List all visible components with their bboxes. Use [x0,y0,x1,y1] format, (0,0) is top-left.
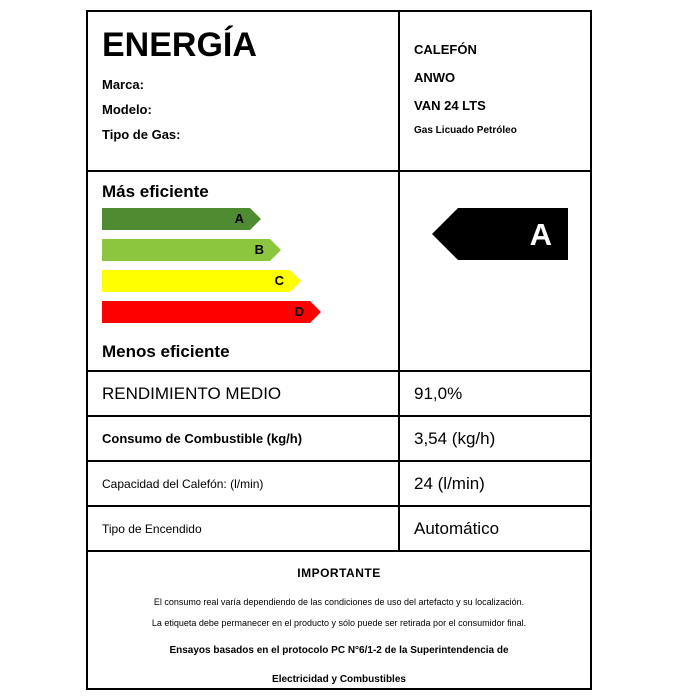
rating-panel [400,172,590,370]
spec-label: Tipo de Encendido [88,507,400,550]
product-gas-type-value: Gas Licuado Petróleo [414,125,517,136]
product-brand-value: ANWO [414,70,456,85]
spec-row-consumo [88,417,590,462]
spec-value: Automático [414,518,500,538]
rating-arrow-icon [458,208,568,260]
spec-value: 3,54 (kg/h) [414,428,496,448]
energy-label-card [86,10,592,690]
field-brand-label: Marca: [102,77,144,92]
header-right-panel [400,12,590,170]
efficiency-bar-d [102,301,310,323]
footer-title: IMPORTANTE [297,566,381,580]
most-efficient-label: Más eficiente [102,182,209,201]
spec-row-rendimiento [88,372,590,417]
efficiency-bar-letter-b: B [254,242,264,257]
field-model-label: Modelo: [102,102,152,117]
efficiency-bar-row [102,270,398,292]
efficiency-bar-b [102,239,270,261]
product-type-value: CALEFÓN [414,42,477,57]
rating-letter: A [529,216,552,252]
efficiency-bars [102,208,398,323]
header-left-panel [88,12,400,170]
efficiency-bar-letter-c: C [274,273,284,288]
efficiency-bar-row [102,208,398,230]
efficiency-bar-letter-a: A [234,211,244,226]
spec-value: 91,0% [414,383,463,403]
label-header [88,12,590,172]
efficiency-bar-a [102,208,250,230]
efficiency-scale-panel [88,172,400,370]
spec-label: Capacidad del Calefón: (l/min) [88,462,400,505]
spec-label: Consumo de Combustible (kg/h) [88,417,400,460]
spec-row-capacidad [88,462,590,507]
efficiency-bar-row [102,301,398,323]
efficiency-scale-section [88,172,590,372]
efficiency-bar-c [102,270,290,292]
footer-note-2: La etiqueta debe permanecer en el producto y sólo puede ser retirada por el consumidor final. [151,618,527,628]
field-gas-type-label: Tipo de Gas: [102,127,181,142]
footer-protocol-line-2: Electricidad y Combustibles [272,674,406,685]
spec-row-encendido [88,507,590,552]
efficiency-bar-row [102,239,398,261]
efficiency-bar-letter-d: D [294,304,304,319]
least-efficient-label: Menos eficiente [102,342,230,361]
page-title: ENERGÍA [102,26,257,64]
product-model-value: VAN 24 LTS [414,98,486,113]
spec-value: 24 (l/min) [414,473,485,493]
footer-note-1: El consumo real varía dependiendo de las condiciones de uso del artefacto y su localización. [153,597,525,607]
footer-notes [88,552,590,692]
spec-label: RENDIMIENTO MEDIO [88,372,400,415]
footer-protocol-line-1: Ensayos basados en el protocolo PC N°6/1-2 de la Superintendencia de [169,645,509,656]
